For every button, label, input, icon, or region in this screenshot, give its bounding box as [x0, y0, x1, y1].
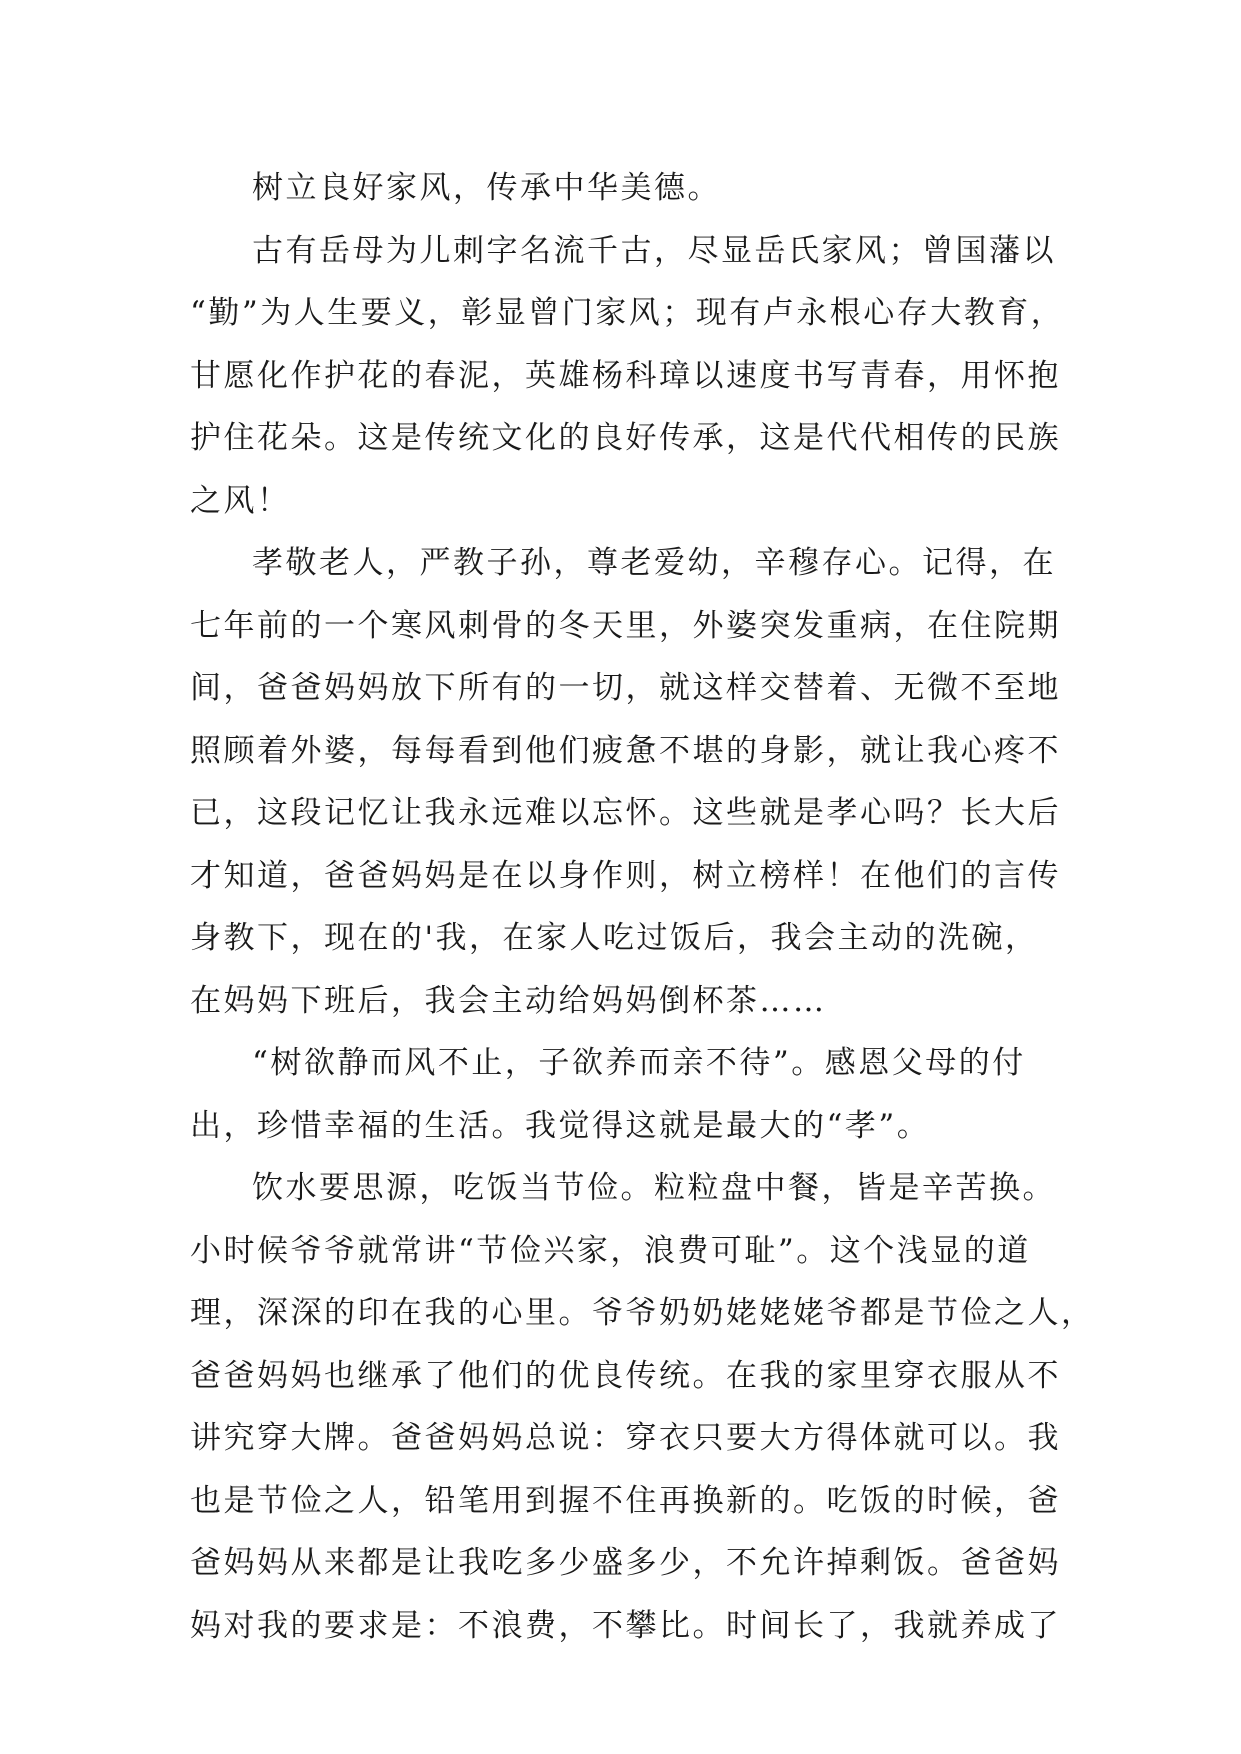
paragraph-line: 孝敬老人，严教子孙，尊老爱幼，辛穆存心。记得，在 — [252, 545, 1056, 581]
paragraph-line: 饮水要思源，吃饭当节俭。粒粒盘中餐，皆是辛苦换。 — [252, 1170, 1056, 1206]
paragraph-line: 已，这段记忆让我永远难以忘怀。这些就是孝心吗？长大后 — [190, 795, 1061, 831]
paragraph-line: 才知道，爸爸妈妈是在以身作则，树立榜样！在他们的言传 — [190, 857, 1061, 894]
paragraph-line: 理，深深的印在我的心里。爷爷奶奶姥姥姥爷都是节俭之人， — [190, 1295, 1095, 1331]
paragraph-line: 照顾着外婆，每每看到他们疲惫不堪的身影，就让我心疼不 — [190, 732, 1061, 769]
paragraph-line: 妈对我的要求是：不浪费，不攀比。时间长了，我就养成了 — [190, 1607, 1061, 1644]
paragraph-line: 出，珍惜幸福的生活。我觉得这就是最大的“孝”。 — [190, 1107, 931, 1144]
paragraph-line: 身教下，现在的'我，在家人吃过饭后，我会主动的洗碗， — [190, 920, 1039, 956]
paragraph-line: 护住花朵。这是传统文化的良好传承，这是代代相传的民族 — [190, 420, 1061, 456]
paragraph-line: “树欲静而风不止，子欲养而亲不待”。感恩父母的付 — [252, 1045, 1026, 1081]
paragraph-line: 讲究穿大牌。爸爸妈妈总说：穿衣只要大方得体就可以。我 — [190, 1420, 1061, 1456]
paragraph-line: 爸妈妈从来都是让我吃多少盛多少，不允许掉剩饭。爸爸妈 — [190, 1545, 1061, 1581]
paragraph-line: “勤”为人生要义，彰显曾门家风；现有卢永根心存大教育， — [190, 295, 1065, 331]
paragraph-line: 甘愿化作护花的春泥，英雄杨科璋以速度书写青春，用怀抱 — [190, 357, 1061, 394]
paragraph-line: 树立良好家风，传承中华美德。 — [252, 170, 721, 206]
paragraph-line: 之风！ — [190, 482, 291, 519]
document-body — [190, 157, 1095, 1657]
paragraph-line: 七年前的一个寒风刺骨的冬天里，外婆突发重病，在住院期 — [190, 607, 1061, 644]
paragraph-line: 在妈妈下班后，我会主动给妈妈倒杯茶…… — [190, 982, 827, 1019]
paragraph-line: 小时候爷爷就常讲“节俭兴家，浪费可耻”。这个浅显的道 — [190, 1232, 1031, 1269]
paragraph-line: 间，爸爸妈妈放下所有的一切，就这样交替着、无微不至地 — [190, 670, 1061, 706]
paragraph-line: 古有岳母为儿刺字名流千古，尽显岳氏家风；曾国藩以 — [252, 232, 1056, 269]
paragraph-line: 爸爸妈妈也继承了他们的优良传统。在我的家里穿衣服从不 — [190, 1357, 1061, 1394]
paragraph-line: 也是节俭之人，铅笔用到握不住再换新的。吃饭的时候，爸 — [190, 1482, 1061, 1519]
